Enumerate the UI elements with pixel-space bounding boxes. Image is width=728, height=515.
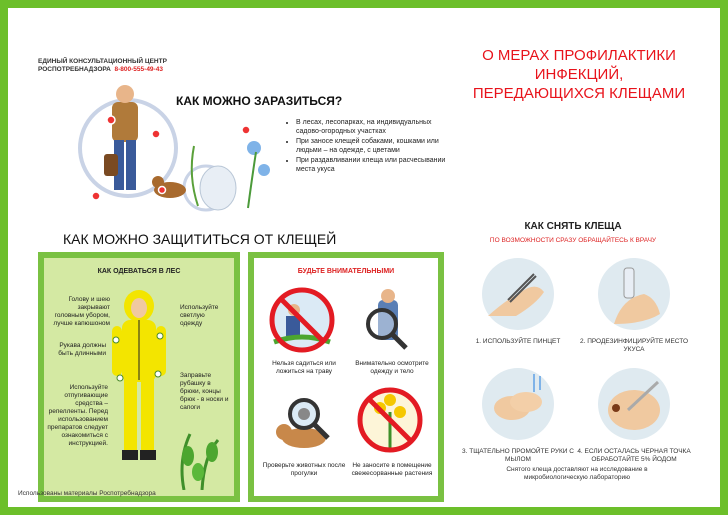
remove-subtitle: ПО ВОЗМОЖНОСТИ СРАЗУ ОБРАЩАЙТЕСЬ К ВРАЧУ [489, 237, 657, 244]
label-sleeves: Рукава должны быть длинными [58, 342, 106, 357]
footer-credit: Использованы материалы Роспотребнадзора [18, 490, 156, 497]
pet-check-icon [270, 386, 340, 456]
main-title: О МЕРАХ ПРОФИЛАКТИКИ ИНФЕКЦИЙ, ПЕРЕДАЮЩИХСЯ КЛЕЩАМИ [472, 47, 686, 102]
list-item: • При раздавливании клеща или расчесывании места укуса [296, 156, 446, 174]
step-2: 2. ПРОДЕЗИНФИЦИРУЙТЕ МЕСТО УКУСА [579, 338, 689, 353]
list-item: • В лесах, лесопарках, на индивидуальных садово-огородных участках [296, 118, 446, 136]
tweezers-icon [478, 254, 558, 334]
grass-icon [174, 426, 230, 490]
no-sitting-on-grass-icon [268, 286, 336, 354]
step-3: 3. ТЩАТЕЛЬНО ПРОМОЙТЕ РУКИ С МЫЛОМ [462, 448, 574, 463]
attention-item-1: Нельзя садиться или ложиться на траву [272, 360, 336, 375]
list-item: • При заносе клещей собаками, кошками или людьми – на одежде, с цветами [296, 137, 446, 155]
label-clothes: Используйте светлую одежду [180, 304, 219, 327]
attention-panel [248, 252, 444, 502]
remove-title: КАК СНЯТЬ КЛЕЩА [524, 221, 622, 232]
infection-ways-list [286, 118, 446, 175]
protective-suit-icon [108, 288, 170, 468]
magnifier-inspection-icon [354, 286, 424, 356]
attention-item-2: Внимательно осмотрите одежду и тело [355, 360, 429, 375]
label-tuck: Заправьте рубашку в брюки, концы брюк - в носки и сапоги [180, 372, 229, 411]
infection-question: КАК МОЖНО ЗАРАЗИТЬСЯ? [176, 94, 343, 108]
protect-title: КАК МОЖНО ЗАЩИТИТЬСЯ ОТ КЛЕЩЕЙ [63, 231, 337, 247]
attention-title: БУДЬТЕ ВНИМАТЕЛЬНЫМИ [297, 268, 395, 275]
wash-hands-icon [478, 364, 558, 444]
attention-item-3: Проверьте животных после прогулки [262, 462, 346, 477]
org-name: ЕДИНЫЙ КОНСУЛЬТАЦИОННЫЙ ЦЕНТР РОСПОТРЕБНАДЗОРА 8-800-555-49-43 [38, 58, 167, 73]
hotline-phone: 8-800-555-49-43 [114, 66, 163, 73]
label-repellent: Используйте отпугивающие средства – репелленты. Перед использованием препаратов следует ознакомиться с инструкцией. [47, 384, 108, 447]
label-head: Голову и шею закрывают головным убором, лучше капюшоном [53, 296, 110, 327]
iodine-icon [594, 364, 674, 444]
attention-item-4: Не заносите в помещение свежесорванные растения [351, 462, 433, 477]
poster [8, 8, 720, 507]
dress-title: КАК ОДЕВАТЬСЯ В ЛЕС [97, 268, 181, 275]
step-4: 4. ЕСЛИ ОСТАЛАСЬ ЧЕРНАЯ ТОЧКА ОБРАБОТАЙТЕ 5% ЙОДОМ [577, 448, 691, 463]
lab-note: Снятого клеща доставляют на исследование в микробиологическую лабораторию [506, 466, 648, 481]
step-1: 1. ИСПОЛЬЗУЙТЕ ПИНЦЕТ [475, 338, 561, 345]
no-fresh-plants-icon [356, 386, 424, 454]
disinfect-icon [594, 254, 674, 334]
dress-panel [38, 252, 240, 502]
